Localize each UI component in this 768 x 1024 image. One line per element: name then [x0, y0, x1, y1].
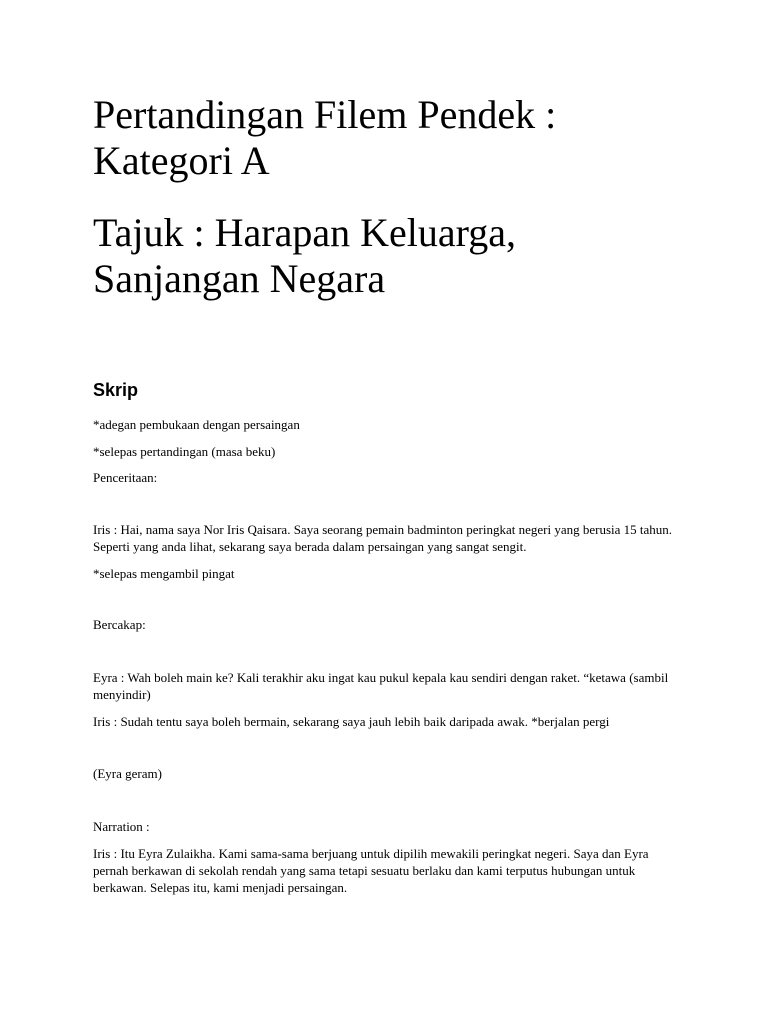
script-line-iris-intro: Iris : Hai, nama saya Nor Iris Qaisara. Saya seorang pemain badminton peringkat negeri yang berusia 15 tahun. Seperti yang anda lihat, sekarang saya berada dalam persaingan yang sangat sengit.	[93, 522, 673, 554]
document-subtitle: Tajuk : Harapan Keluarga, Sanjangan Negara	[93, 210, 516, 301]
script-line-eyra-taunt: Eyra : Wah boleh main ke? Kali terakhir aku ingat kau pukul kepala kau sendiri dengan raket. “ketawa (sambil menyindir)	[93, 670, 669, 702]
script-line-narration-label: Penceritaan:	[93, 470, 158, 485]
document-title: Pertandingan Filem Pendek : Kategori A	[93, 92, 557, 183]
script-line-eyra-angry: (Eyra geram)	[93, 766, 162, 781]
script-line-narration-label-en: Narration :	[93, 819, 150, 834]
script-line-dialogue-label: Bercakap:	[93, 617, 146, 632]
script-line-medal: *selepas mengambil pingat	[93, 566, 235, 581]
section-heading: Skrip	[93, 380, 139, 400]
script-line-iris-reply: Iris : Sudah tentu saya boleh bermain, sekarang saya jauh lebih baik daripada awak. *berjalan pergi	[93, 714, 610, 729]
script-line-iris-narration: Iris : Itu Eyra Zulaikha. Kami sama-sama berjuang untuk dipilih mewakili peringkat negeri. Saya dan Eyra pernah berkawan di sekolah rendah yang sama tetapi sesuatu berlaku dan kami terputus hubungan untuk berkawan. Selepas itu, kami menjadi persaingan.	[93, 846, 649, 895]
script-line-opening-scene: *adegan pembukaan dengan persaingan	[93, 417, 300, 432]
script-line-after-match: *selepas pertandingan (masa beku)	[93, 444, 276, 459]
